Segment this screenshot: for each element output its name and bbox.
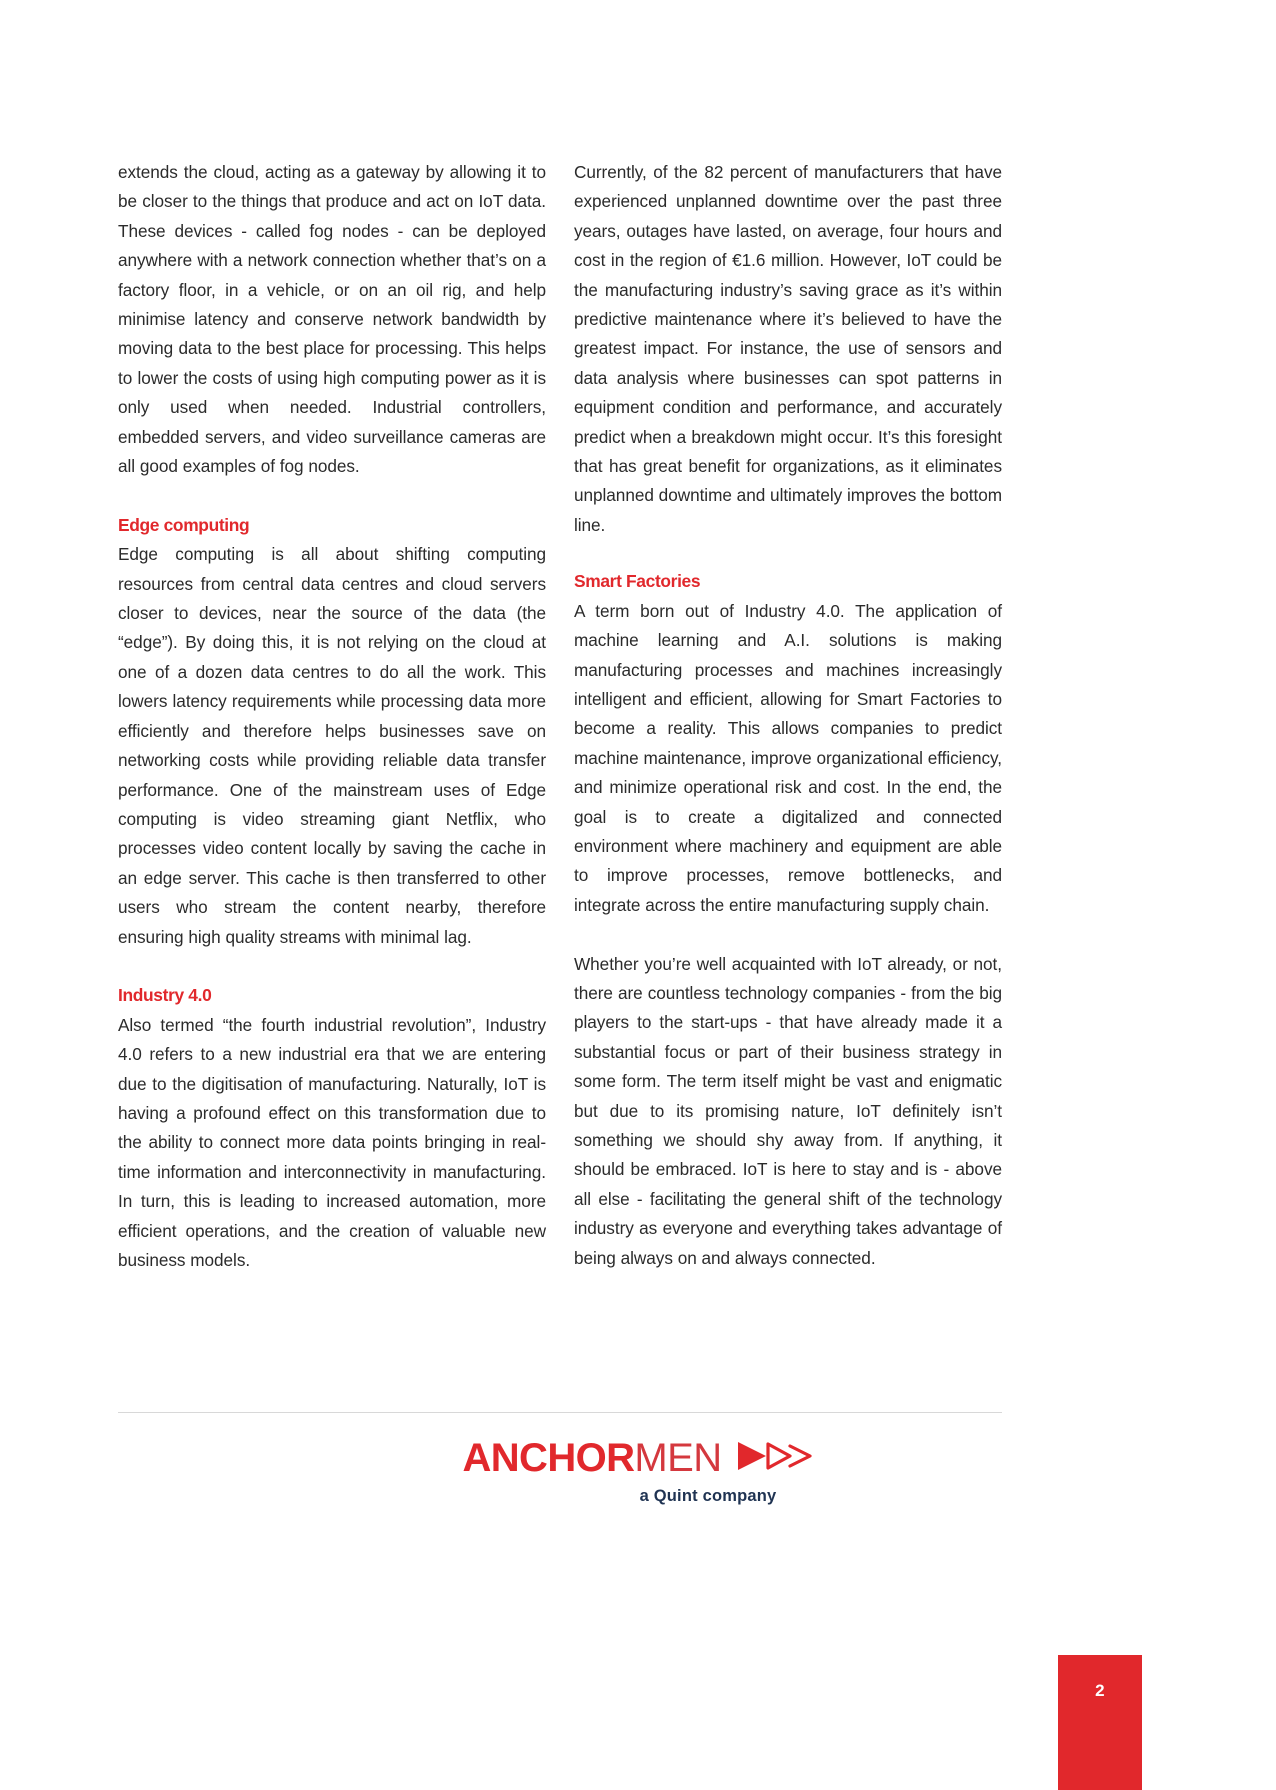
paragraph-fog-nodes: extends the cloud, acting as a gateway by allowing it to be closer to the things that produce and act on IoT data. These devices - called fog nodes - can be deployed anywhere with a network connection whether that’s on a factory floor, in a vehicle, or on an oil rig, and help minimise latency and conserve network bandwidth by moving data to the best place for processing. This helps to lower the costs of using high computing power as it is only used when needed. Industrial controllers, embedded servers, and video surveillance cameras are all good examples of fog nodes. <box>118 162 546 477</box>
page-number-text: 2 <box>1095 1681 1105 1700</box>
paragraph-edge-computing: Edge computing is all about shifting computing resources from central data centres and cloud servers closer to devices, near the source of the data (the “edge”). By doing this, it is not relying on the cloud at one of a dozen data centres to do all the work. This lowers latency requirements while processing data more efficiently and therefore helps businesses save on networking costs while providing reliable data transfer performance. One of the mainstream uses of Edge computing is video streaming giant Netflix, who processes video content locally by saving the cache in an edge server. This cache is then transferred to other users who stream the content nearby, therefore ensuring high quality streams with minimal lag. <box>118 544 546 947</box>
paragraph-closing: Whether you’re well acquainted with IoT already, or not, there are countless technology companies - from the big players to the start-ups - that have already made it a substantial focus or part of their business strategy in some form. The term itself might be vast and enigmatic but due to its promising nature, IoT definitely isn’t something we should shy away from. If anything, it should be embraced. IoT is here to stay and is - above all else - facilitating the general shift of the technology industry as everyone and everything takes advantage of being always on and always connected. <box>574 953 1002 1268</box>
heading-industry-40: Industry 4.0 <box>118 985 212 1006</box>
heading-edge-computing: Edge computing <box>118 514 250 535</box>
heading-smart-factories: Smart Factories <box>574 571 701 592</box>
paragraph-industry-40: Also termed “the fourth industrial revolution”, Industry 4.0 refers to a new industrial era that we are entering due to the digitisation of manufacturing. Naturally, IoT is having a profound effect on this transformation due to the ability to connect more data points bringing in real-time information and interconnectivity in manufacturing. In turn, this is leading to increased automation, more efficient operations, and the creation of valuable new business models. <box>118 1014 546 1270</box>
logo-wordmark <box>462 1438 813 1478</box>
chevron-arrows-icon <box>736 1438 814 1478</box>
paragraph-unplanned-downtime: Currently, of the 82 percent of manufacturers that have experienced unplanned downtime over the past three years, outages have lasted, on average, four hours and cost in the region of €1.6 million. However, IoT could be the manufacturing industry’s saving grace as it’s within predictive maintenance where it’s believed to have the greatest impact. For instance, the use of sensors and data analysis where businesses can spot patterns in equipment condition and performance, and accurately predict when a breakdown might occur. It’s this foresight that has great benefit for organizations, as it eliminates unplanned downtime and ultimately improves the bottom line. <box>574 162 1002 535</box>
logo-anchor-text: ANCHOR <box>462 1436 635 1480</box>
footer-divider <box>118 1412 1002 1413</box>
right-column <box>574 158 1002 1275</box>
footer-logo <box>0 1438 1276 1506</box>
left-column <box>118 158 546 1275</box>
two-column-body <box>118 158 1002 1275</box>
logo-men-text: MEN <box>634 1436 722 1480</box>
logo-tagline: a Quint company <box>639 1487 777 1505</box>
paragraph-smart-factories: A term born out of Industry 4.0. The application of machine learning and A.I. solutions is making manufacturing processes and machines increasingly intelligent and efficient, allowing for Smart Factories to become a reality. This allows companies to predict machine maintenance, improve organizational efficiency, and minimize operational risk and cost. In the end, the goal is to create a digitalized and connected environment where machinery and equipment are able to improve processes, remove bottlenecks, and integrate across the entire manufacturing supply chain. <box>574 600 1002 915</box>
page-number-badge <box>1058 1655 1142 1790</box>
